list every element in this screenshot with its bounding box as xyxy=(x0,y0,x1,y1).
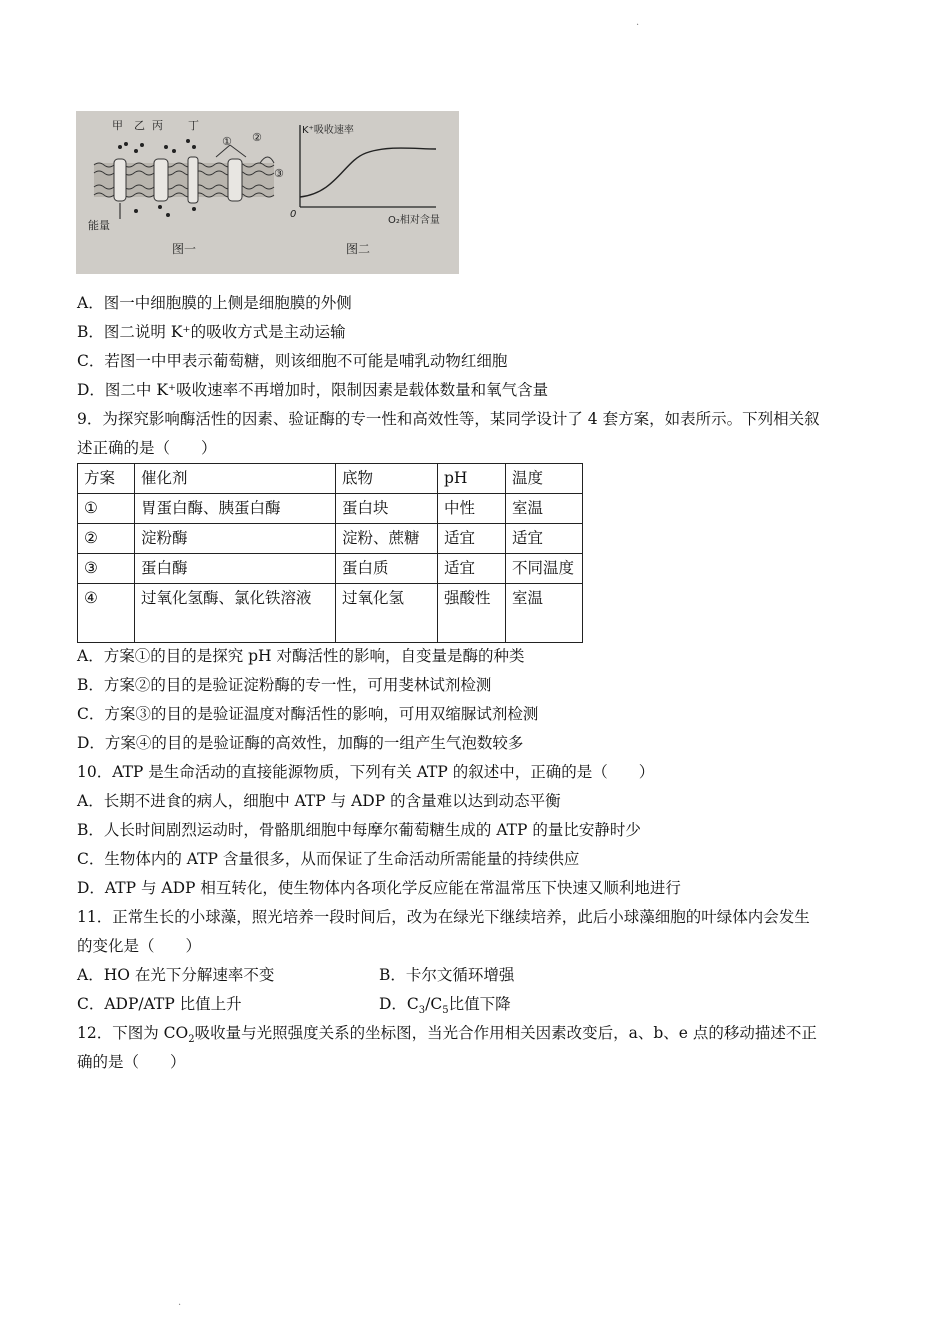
table-row xyxy=(78,494,583,524)
cell-ph: 中性 xyxy=(438,494,506,524)
q11-option-d-prefix: D．C xyxy=(379,995,419,1013)
cell-plan: ④ xyxy=(78,584,135,643)
table-row xyxy=(78,584,583,643)
table-header-row xyxy=(78,464,583,494)
q10-option-a: A．长期不进食的病人，细胞中 ATP 与 ADP 的含量难以达到动态平衡 xyxy=(77,792,561,810)
header-ph: pH xyxy=(438,464,506,494)
q9-option-b: B．方案②的目的是验证淀粉酶的专一性，可用斐林试剂检测 xyxy=(77,676,492,694)
cell-catalyst: 淀粉酶 xyxy=(135,524,336,554)
q11-option-d-sub2: 5 xyxy=(442,1005,449,1017)
cell-temperature: 室温 xyxy=(506,584,583,643)
cell-catalyst: 蛋白酶 xyxy=(135,554,336,584)
table-row xyxy=(78,554,583,584)
q8-option-a: A．图一中细胞膜的上侧是细胞膜的外侧 xyxy=(77,294,352,312)
cell-ph: 适宜 xyxy=(438,524,506,554)
label-ding: 丁 xyxy=(188,119,199,132)
marker-2: ② xyxy=(252,131,262,144)
cell-temperature: 室温 xyxy=(506,494,583,524)
q9-option-a: A．方案①的目的是探究 pH 对酶活性的影响，自变量是酶的种类 xyxy=(77,647,525,665)
label-yi: 乙 xyxy=(134,119,145,132)
graph-origin: 0 xyxy=(290,209,297,220)
q12-sub: 2 xyxy=(188,1034,195,1046)
q10-option-c: C．生物体内的 ATP 含量很多，从而保证了生命活动所需能量的持续供应 xyxy=(77,850,580,868)
q10-option-b: B．人长时间剧烈运动时，骨骼肌细胞中每摩尔葡萄糖生成的 ATP 的量比安静时少 xyxy=(77,821,641,839)
header-catalyst: 催化剂 xyxy=(135,464,336,494)
q9-plan-table xyxy=(77,463,583,643)
q11-stem-line2: 的变化是（ ） xyxy=(77,937,202,955)
header-temperature: 温度 xyxy=(506,464,583,494)
page-mark-top: · xyxy=(636,20,640,31)
q11-option-a: A．HO 在光下分解速率不变 xyxy=(77,966,275,984)
q9-stem-line1: 9．为探究影响酶活性的因素、验证酶的专一性和高效性等，某同学设计了 4 套方案，如表所示。下列相关叙 xyxy=(77,410,820,428)
page-mark-bottom: · xyxy=(178,1300,182,1311)
figure2-caption: 图二 xyxy=(346,242,371,256)
cell-ph: 适宜 xyxy=(438,554,506,584)
figure-drawing xyxy=(76,111,459,274)
cell-temperature: 不同温度 xyxy=(506,554,583,584)
graph-xlabel: O₂相对含量 xyxy=(388,215,440,226)
cell-catalyst: 过氧化氢酶、氯化铁溶液 xyxy=(135,584,336,643)
cell-plan: ① xyxy=(78,494,135,524)
q9-option-c: C．方案③的目的是验证温度对酶活性的影响，可用双缩脲试剂检测 xyxy=(77,705,539,723)
q12-suffix: 吸收量与光照强度关系的坐标图，当光合作用相关因素改变后，a、b、e 点的移动描述不正 xyxy=(194,1024,817,1042)
cell-ph: 强酸性 xyxy=(438,584,506,643)
cell-temperature: 适宜 xyxy=(506,524,583,554)
q12-stem-line1 xyxy=(77,1023,817,1050)
membrane-diagram xyxy=(94,139,274,219)
membrane-transport-figure xyxy=(76,111,459,274)
q11-option-d xyxy=(379,994,511,1021)
q10-stem: 10．ATP 是生命活动的直接能源物质，下列有关 ATP 的叙述中，正确的是（ ） xyxy=(77,763,655,781)
q9-stem-line2: 述正确的是（ ） xyxy=(77,439,217,457)
cell-substrate: 蛋白质 xyxy=(336,554,438,584)
q8-option-d: D．图二中 K⁺吸收速率不再增加时，限制因素是载体数量和氧气含量 xyxy=(77,381,549,399)
q12-prefix: 12．下图为 CO xyxy=(77,1024,189,1042)
energy-label: 能量 xyxy=(88,219,110,232)
k-uptake-graph xyxy=(290,123,440,256)
label-jia: 甲 xyxy=(112,119,123,132)
cell-substrate: 蛋白块 xyxy=(336,494,438,524)
q11-option-b: B．卡尔文循环增强 xyxy=(379,966,515,984)
q11-option-d-sub1: 3 xyxy=(418,1005,426,1017)
figure1-caption: 图一 xyxy=(172,242,197,256)
marker-3: ③ xyxy=(274,167,284,180)
q11-option-d-mid: /C xyxy=(425,995,443,1013)
table-row xyxy=(78,524,583,554)
q9-option-d: D．方案④的目的是验证酶的高效性，加酶的一组产生气泡数较多 xyxy=(77,734,524,752)
q11-option-d-suffix: 比值下降 xyxy=(448,995,511,1013)
cell-catalyst: 胃蛋白酶、胰蛋白酶 xyxy=(135,494,336,524)
q12-stem-line2: 确的是（ ） xyxy=(77,1053,186,1071)
cell-substrate: 淀粉、蔗糖 xyxy=(336,524,438,554)
cell-plan: ② xyxy=(78,524,135,554)
cell-substrate: 过氧化氢 xyxy=(336,584,438,643)
header-substrate: 底物 xyxy=(336,464,438,494)
q11-option-c: C．ADP/ATP 比值上升 xyxy=(77,995,242,1013)
q10-option-d: D．ATP 与 ADP 相互转化，使生物体内各项化学反应能在常温常压下快速又顺利地进行 xyxy=(77,879,681,897)
q11-stem-line1: 11．正常生长的小球藻，照光培养一段时间后，改为在绿光下继续培养，此后小球藻细胞的叶绿体内会发生 xyxy=(77,908,810,926)
graph-ylabel: K⁺吸收速率 xyxy=(302,125,354,136)
marker-1: ① xyxy=(222,135,232,148)
cell-plan: ③ xyxy=(78,554,135,584)
q8-option-b: B．图二说明 K⁺的吸收方式是主动运输 xyxy=(77,323,346,341)
header-plan: 方案 xyxy=(78,464,135,494)
q8-option-c: C．若图一中甲表示葡萄糖，则该细胞不可能是哺乳动物红细胞 xyxy=(77,352,508,370)
label-bing: 丙 xyxy=(152,119,163,132)
